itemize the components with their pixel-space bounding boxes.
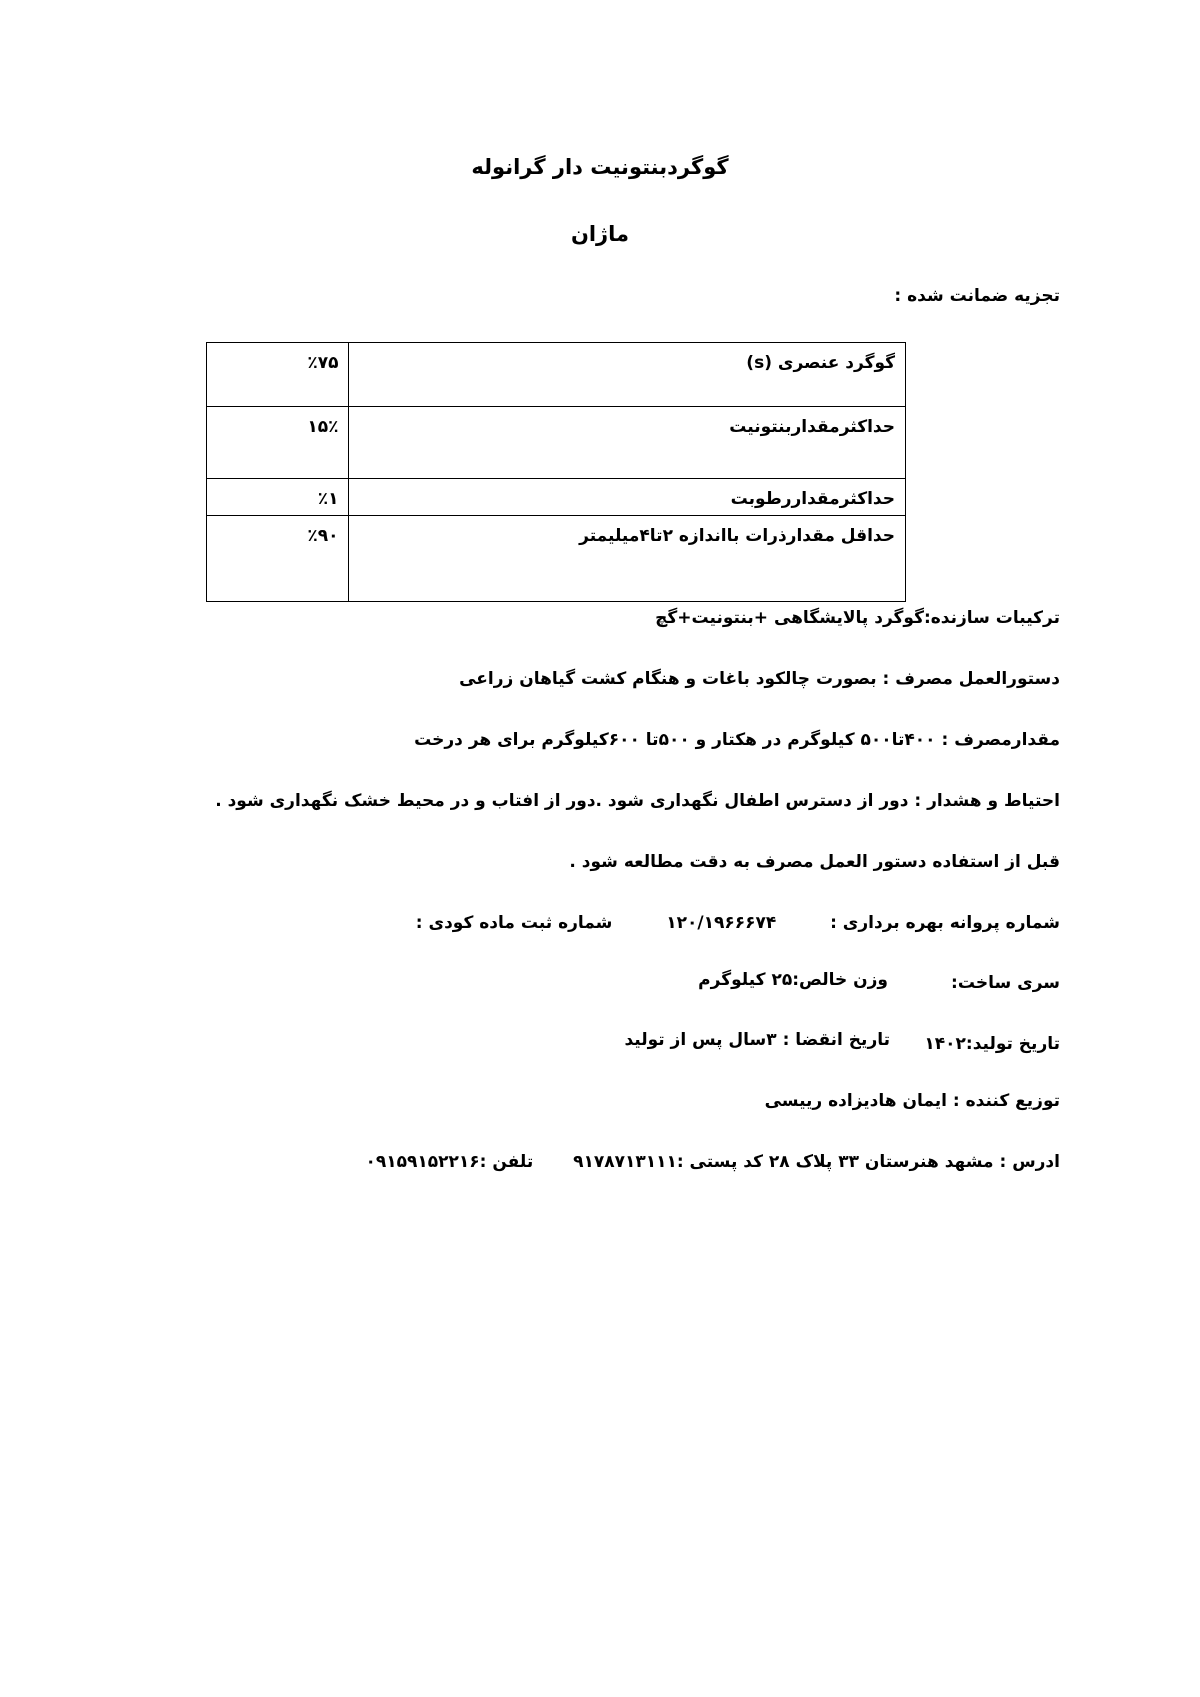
table-row — [207, 343, 906, 407]
table-row — [207, 407, 906, 479]
product-title: گوگردبنتونیت دار گرانوله — [471, 155, 729, 179]
analysis-value: ٪۱ — [207, 479, 349, 516]
analysis-label: حداکثرمقداررطوبت — [349, 479, 906, 516]
analysis-heading: تجزیه ضمانت شده : — [894, 286, 1060, 306]
analysis-value: ۱۵٪ — [207, 407, 349, 479]
table-row — [207, 479, 906, 516]
composition: ترکیبات سازنده:گوگرد پالایشگاهی +بنتونیت+گچ — [655, 608, 1060, 628]
distributor: توزیع کننده : ایمان هادیزاده رییسی — [764, 1091, 1060, 1111]
address: ادرس : مشهد هنرستان ۳۳ پلاک ۲۸ کد پستی :۹۱۷۸۷۱۳۱۱۱ — [573, 1152, 1060, 1172]
expiry: تاریخ انقضا : ۳سال پس از تولید — [624, 1030, 890, 1050]
dosage: مقدارمصرف : ۴۰۰تا۵۰۰ کیلوگرم در هکتار و ۵۰۰تا ۶۰۰کیلوگرم برای هر درخت — [414, 730, 1060, 750]
table-row — [207, 516, 906, 602]
usage-instructions: دستورالعمل مصرف : بصورت چالکود باغات و هنگام کشت گیاهان زراعی — [459, 669, 1060, 689]
brand-name: ماژان — [570, 222, 630, 246]
guaranteed-analysis-table — [206, 342, 906, 602]
net-weight: وزن خالص:۲۵ کیلوگرم — [698, 970, 888, 990]
analysis-label: حداکثرمقداربنتونیت — [349, 407, 906, 479]
batch-label: سری ساخت: — [951, 973, 1060, 993]
phone: تلفن :۰۹۱۵۹۱۵۲۲۱۶ — [365, 1152, 534, 1172]
license-number: ۱۲۰/۱۹۶۶۶۷۴ — [666, 913, 777, 933]
analysis-value: ٪۹۰ — [207, 516, 349, 602]
license-row — [416, 913, 1060, 933]
read-before-use: قبل از استفاده دستور العمل مصرف به دقت مطالعه شود . — [569, 852, 1060, 872]
analysis-label: حداقل مقدارذرات بااندازه ۲تا۴میلیمتر — [349, 516, 906, 602]
analysis-value: ٪۷۵ — [207, 343, 349, 407]
address-row — [366, 1152, 1061, 1172]
production-date: تاریخ تولید:۱۴۰۲ — [924, 1034, 1060, 1054]
license-label: شماره پروانه بهره برداری : — [830, 913, 1060, 933]
analysis-label: گوگرد عنصری (s) — [349, 343, 906, 407]
registration-label: شماره ثبت ماده کودی : — [415, 913, 613, 933]
warning: احتیاط و هشدار : دور از دسترس اطفال نگهداری شود .دور از افتاب و در محیط خشک نگهداری شود . — [215, 791, 1060, 811]
